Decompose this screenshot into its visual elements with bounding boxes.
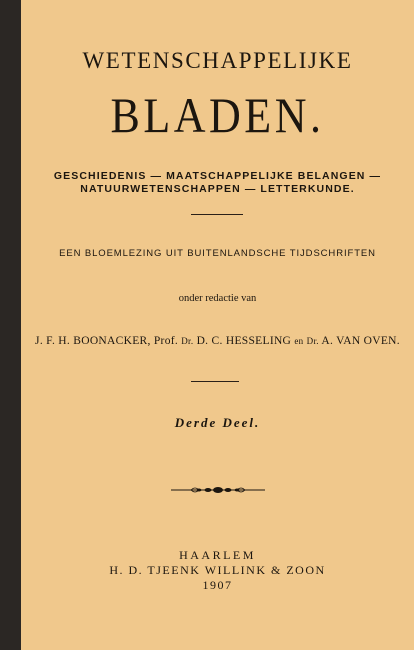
subtitle: EEN BLOEMLEZING UIT BUITENLANDSCHE TIJDSCHRIFTEN — [59, 248, 376, 259]
book-spine — [0, 0, 21, 650]
editor-title-dr: Dr. — [181, 336, 194, 346]
editor-3: A. VAN OVEN. — [321, 335, 400, 347]
editor-title-dr: Dr. — [306, 336, 319, 346]
subjects-line-1: GESCHIEDENIS — MAATSCHAPPELIJKE BELANGEN — — [53, 170, 382, 182]
subjects-line-2: NATUURWETENSCHAPPEN — LETTERKUNDE. — [80, 183, 355, 195]
editors-line — [21, 335, 414, 347]
title-line-1: WETENSCHAPPELIJKE — [82, 48, 353, 73]
imprint-publisher: H. D. TJEENK WILLINK & ZOON — [109, 563, 326, 577]
title-line-2: BLADEN. — [110, 87, 325, 143]
volume-label: Derde Deel. — [174, 415, 261, 430]
divider-rule — [191, 214, 243, 215]
editorship-line: onder redactie van — [178, 293, 257, 304]
divider-rule — [191, 381, 239, 382]
title-page — [21, 0, 414, 650]
conjunction-en: en — [294, 336, 304, 346]
ornament-icon — [171, 485, 265, 495]
editor-2: D. C. HESSELING — [196, 335, 292, 347]
editor-1: J. F. H. BOONACKER, Prof. — [35, 335, 179, 347]
imprint-year: 1907 — [202, 578, 233, 592]
imprint-city: HAARLEM — [179, 548, 256, 562]
